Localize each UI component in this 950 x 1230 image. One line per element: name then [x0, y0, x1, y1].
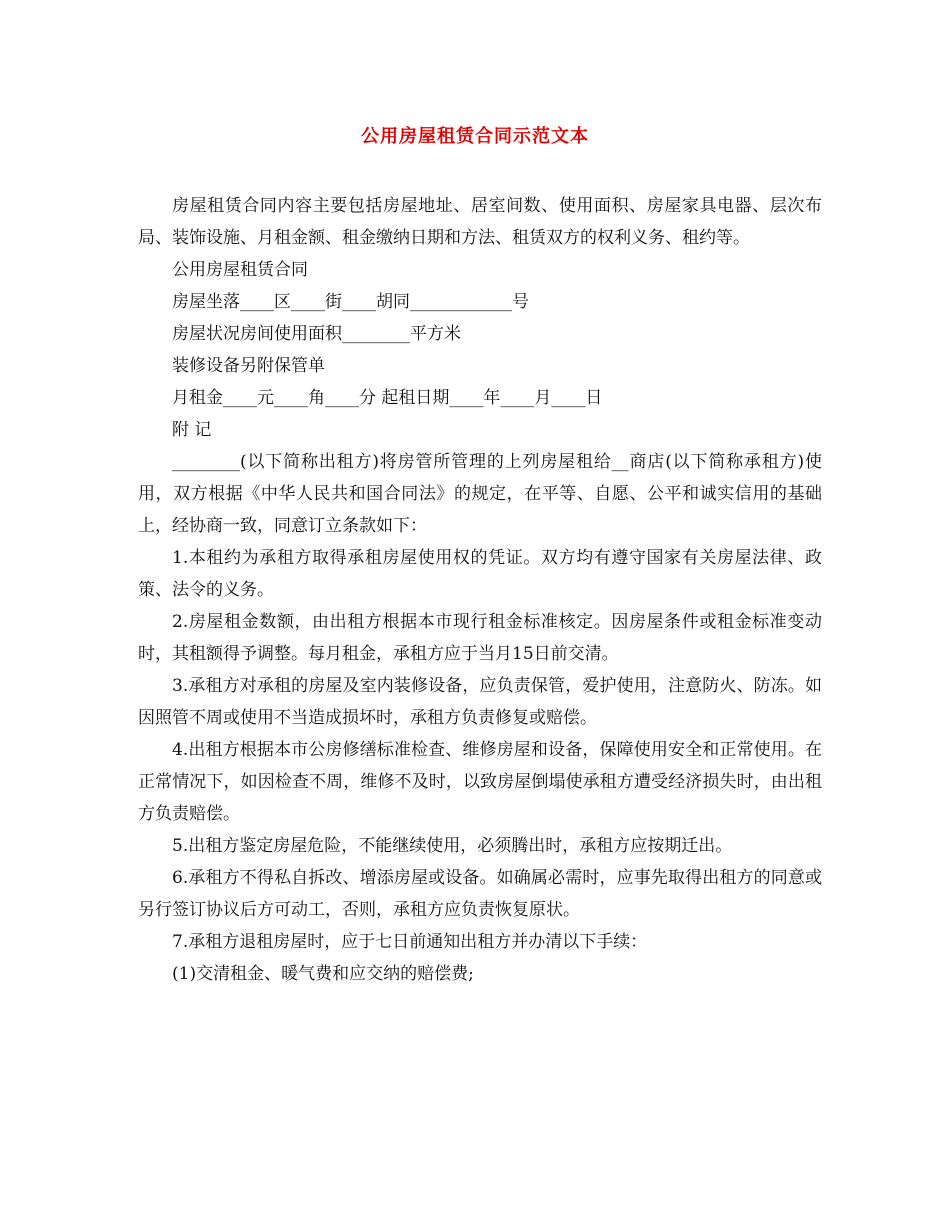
document-body	[138, 190, 822, 990]
appendix-heading: 附 记	[172, 420, 212, 440]
clause-3: 3.承租方对承租的房屋及室内装修设备，应负责保管，爱护使用，注意防火、防冻。如因照管不周或使用不当造成损坏时，承租方负责修复或赔偿。	[138, 676, 822, 728]
property-location-line: 房屋坐落____区____街____胡同____________号	[172, 292, 529, 312]
clause-4: 4.出租方根据本市公房修缮标准检查、维修房屋和设备，保障使用安全和正常使用。在正常情况下，如因检查不周，维修不及时，以致房屋倒塌使承租方遭受经济损失时，由出租方负责赔偿。	[138, 740, 822, 824]
intro-paragraph: 房屋租赁合同内容主要包括房屋地址、居室间数、使用面积、房屋家具电器、层次布局、装饰设施、月租金额、租金缴纳日期和方法、租赁双方的权利义务、租约等。	[138, 196, 822, 248]
clause-7: 7.承租方退租房屋时，应于七日前通知出租方并办清以下手续：	[172, 932, 648, 952]
equipment-note-line: 装修设备另附保管单	[172, 356, 325, 376]
property-area-line: 房屋状况房间使用面积________平方米	[172, 324, 461, 344]
clause-1: 1.本租约为承租方取得承租房屋使用权的凭证。双方均有遵守国家有关房屋法律、政策、法令的义务。	[138, 548, 822, 600]
clause-7-item-1: (1)交清租金、暖气费和应交纳的赔偿费;	[172, 964, 474, 984]
preamble-paragraph: ________(以下简称出租方)将房管所管理的上列房屋租给__商店(以下简称承租方)使用，双方根据《中华人民共和国合同法》的规定，在平等、自愿、公平和诚实信用的基础上，经协商一致，同意订立条款如下：	[138, 452, 822, 536]
rent-and-date-line: 月租金____元____角____分 起租日期____年____月____日	[172, 388, 603, 408]
contract-heading: 公用房屋租赁合同	[172, 260, 308, 280]
clause-2: 2.房屋租金数额，由出租方根据本市现行租金标准核定。因房屋条件或租金标准变动时，其租额得予调整。每月租金，承租方应于当月15日前交清。	[138, 612, 822, 664]
clause-5: 5.出租方鉴定房屋危险，不能继续使用，必须腾出时，承租方应按期迁出。	[172, 836, 733, 856]
clause-6: 6.承租方不得私自拆改、增添房屋或设备。如确属必需时，应事先取得出租方的同意或另行签订协议后方可动工，否则，承租方应负责恢复原状。	[138, 868, 822, 920]
document-title: 公用房屋租赁合同示范文本	[361, 126, 589, 147]
